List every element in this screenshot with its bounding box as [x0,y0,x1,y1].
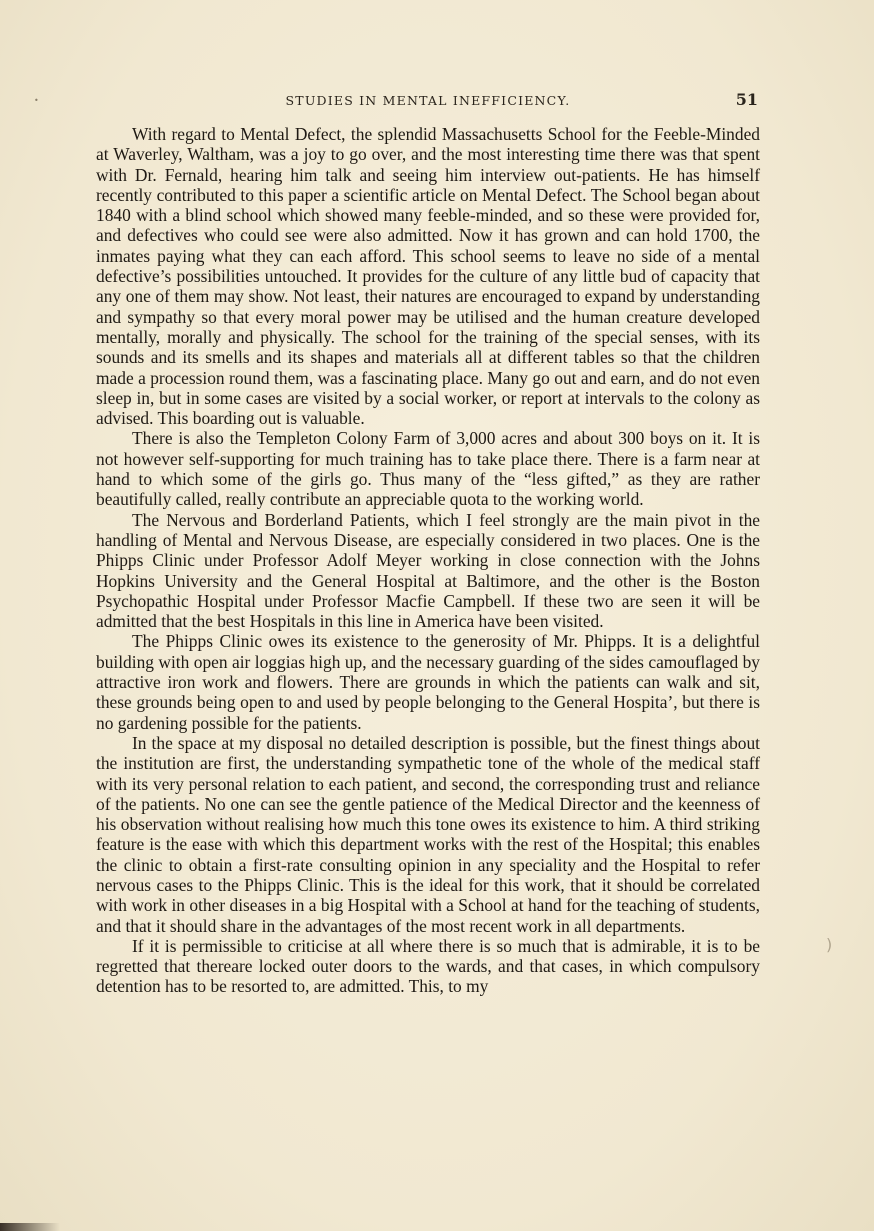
paragraph-nervous-borderland: The Nervous and Borderland Patients, which I feel strongly are the main pivot in the handling of Mental and Nervous Disease, are especially considered in two places. One is the Phipps Clinic under Professor Adolf Meyer working in close connection with the Johns Hopkins University and the General Hospital at Baltimore, and the other is the Boston Psychopathic Hospital under Professor Macfie Campbell. If these two are seen it will be admitted that the best Hospitals in this line in America have been visited. [96,509,760,632]
page-edge-shadow [0,1223,60,1231]
paragraph-templeton-colony: There is also the Templeton Colony Farm of 3,000 acres and about 300 boys on it. It is not however self-supporting for much training has to take place there. There is a farm near at hand to which some of the girls go. Thus many of the “less gifted,” as they are rather beautifully called, really contribute an appreciable quota to the working world. [96,428,760,510]
paragraph-phipps-clinic: The Phipps Clinic owes its existence to the generosity of Mr. Phipps. It is a delightful building with open air loggias high up, and the necessary guarding of the sides camouflaged by attractive iron work and flowers. There are grounds in which the patients can walk and sit, these grounds being open to and used by people belonging to the General Hospita’, but there is no gardening possible for the patients. [96,631,760,733]
paragraph-criticism: If it is permissible to criticise at all where there is so much that is admirable, it is to be regretted that thereare locked outer doors to the wards, and that cases, in which compulsory detention has to be resorted to, are admitted. This, to my [96,935,760,997]
paragraph-mental-defect: With regard to Mental Defect, the splendid Massachusetts School for the Feeble-Minded at Waverley, Waltham, was a joy to go over, and the most interesting time there was that spent with Dr. Fernald, hearing him talk and seeing him interview out-patients. He has himself recently contributed to this paper a scientific article on Mental Defect. The School began about 1840 with a blind school which showed many feeble-minded, and so these were provided for, and defectives who could see were also admitted. Now it has grown and can hold 1700, the inmates paying what they can each afford. This school seems to leave no side of a mental defective’s possibilities untouched. It provides for the culture of any little bud of capacity that any one of them may show. Not least, their natures are encouraged to expand by understanding and sympathy so that every moral power may be utilised and the human creature developed mentally, morally and physically. The school for the training of the special senses, with its sounds and its smells and its shapes and materials all at different tables so that the children made a procession round them, was a fascinating place. Many go out and earn, and do not even sleep in, but in some cases are visited by a social worker, or report at intervals to the colony as advised. This boarding out is valuable. [96,124,760,429]
margin-dot: • [34,96,39,105]
margin-bracket: ) [826,935,833,954]
running-title: STUDIES IN MENTAL INEFFICIENCY. [285,93,571,108]
running-head [96,90,760,113]
page-number: 51 [735,90,758,109]
body-text [96,124,760,997]
paragraph-institution-qualities: In the space at my disposal no detailed description is possible, but the finest things about the institution are first, the understanding sympathetic tone of the whole of the medical staff with its very personal relation to each patient, and second, the corresponding trust and reliance of the patients. No one can see the gentle patience of the Medical Director and the keenness of his observation without realising how much this tone owes its existence to him. A third striking feature is the ease with which this department works with the rest of the Hospital; this enables the clinic to obtain a first-rate consulting opinion in any speciality and the Hospital to refer nervous cases to the Phipps Clinic. This is the ideal for this work, that it should be correlated with work in other diseases in a big Hospital with a School at hand for the teaching of students, and that it should share in the advantages of the most recent work in all departments. [96,732,760,936]
